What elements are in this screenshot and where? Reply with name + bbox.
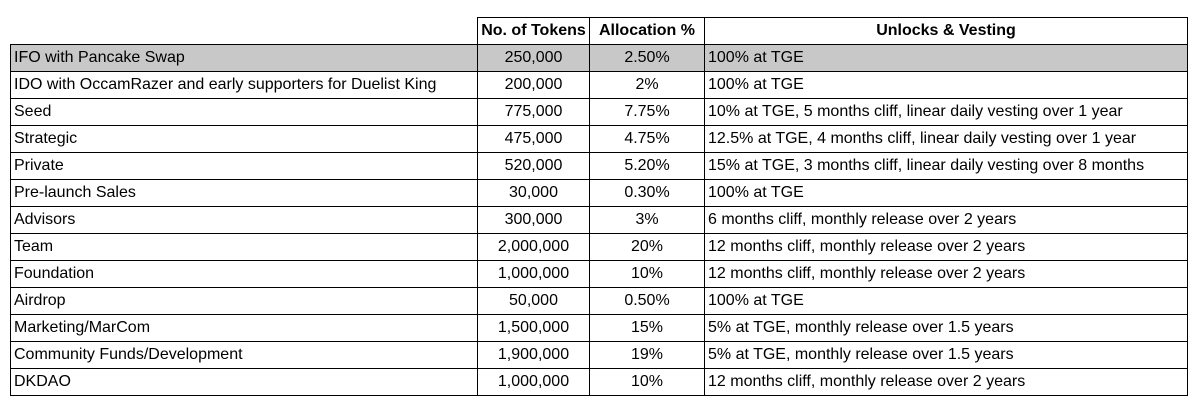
row-name: Airdrop <box>11 288 478 315</box>
table-row <box>11 261 1188 288</box>
header-allocation: Allocation % <box>590 18 705 45</box>
row-tokens: 200,000 <box>478 72 590 99</box>
row-name: Community Funds/Development <box>11 342 478 369</box>
row-allocation: 5.20% <box>590 153 705 180</box>
row-tokens: 775,000 <box>478 99 590 126</box>
row-allocation: 2% <box>590 72 705 99</box>
row-unlocks: 5% at TGE, monthly release over 1.5 years <box>705 315 1188 342</box>
table-row <box>11 99 1188 126</box>
row-unlocks: 12.5% at TGE, 4 months cliff, linear daily vesting over 1 year <box>705 126 1188 153</box>
table-row <box>11 72 1188 99</box>
row-allocation: 19% <box>590 342 705 369</box>
row-tokens: 520,000 <box>478 153 590 180</box>
table-row <box>11 369 1188 396</box>
row-name: Advisors <box>11 207 478 234</box>
table-row <box>11 180 1188 207</box>
row-unlocks: 100% at TGE <box>705 180 1188 207</box>
row-unlocks: 12 months cliff, monthly release over 2 years <box>705 369 1188 396</box>
table-row <box>11 342 1188 369</box>
header-unlocks: Unlocks & Vesting <box>705 18 1188 45</box>
row-unlocks: 10% at TGE, 5 months cliff, linear daily vesting over 1 year <box>705 99 1188 126</box>
row-unlocks: 100% at TGE <box>705 288 1188 315</box>
table-row <box>11 288 1188 315</box>
row-tokens: 300,000 <box>478 207 590 234</box>
row-unlocks: 15% at TGE, 3 months cliff, linear daily vesting over 8 months <box>705 153 1188 180</box>
row-name: Strategic <box>11 126 478 153</box>
row-unlocks: 12 months cliff, monthly release over 2 years <box>705 234 1188 261</box>
row-name: Foundation <box>11 261 478 288</box>
row-tokens: 2,000,000 <box>478 234 590 261</box>
row-name: Seed <box>11 99 478 126</box>
row-allocation: 0.50% <box>590 288 705 315</box>
table-row <box>11 234 1188 261</box>
table-row <box>11 207 1188 234</box>
row-unlocks: 6 months cliff, monthly release over 2 years <box>705 207 1188 234</box>
row-allocation: 2.50% <box>590 45 705 72</box>
row-unlocks: 5% at TGE, monthly release over 1.5 years <box>705 342 1188 369</box>
row-name: Pre-launch Sales <box>11 180 478 207</box>
table-row <box>11 45 1188 72</box>
row-allocation: 20% <box>590 234 705 261</box>
row-allocation: 4.75% <box>590 126 705 153</box>
header-empty-cell <box>11 18 478 45</box>
row-allocation: 10% <box>590 369 705 396</box>
table-row <box>11 153 1188 180</box>
row-name: Private <box>11 153 478 180</box>
row-name: Team <box>11 234 478 261</box>
token-allocation-table <box>10 17 1188 396</box>
row-unlocks: 100% at TGE <box>705 72 1188 99</box>
header-row <box>11 18 1188 45</box>
row-tokens: 250,000 <box>478 45 590 72</box>
row-unlocks: 100% at TGE <box>705 45 1188 72</box>
header-tokens: No. of Tokens <box>478 18 590 45</box>
row-tokens: 1,000,000 <box>478 261 590 288</box>
row-tokens: 1,900,000 <box>478 342 590 369</box>
row-name: DKDAO <box>11 369 478 396</box>
row-tokens: 30,000 <box>478 180 590 207</box>
row-name: Marketing/MarCom <box>11 315 478 342</box>
row-name: IDO with OccamRazer and early supporters for Duelist King <box>11 72 478 99</box>
row-unlocks: 12 months cliff, monthly release over 2 years <box>705 261 1188 288</box>
row-tokens: 475,000 <box>478 126 590 153</box>
row-allocation: 10% <box>590 261 705 288</box>
row-tokens: 50,000 <box>478 288 590 315</box>
row-allocation: 15% <box>590 315 705 342</box>
table-row <box>11 315 1188 342</box>
row-allocation: 3% <box>590 207 705 234</box>
row-name: IFO with Pancake Swap <box>11 45 478 72</box>
row-allocation: 0.30% <box>590 180 705 207</box>
row-tokens: 1,000,000 <box>478 369 590 396</box>
row-allocation: 7.75% <box>590 99 705 126</box>
table-body <box>11 45 1188 396</box>
table-row <box>11 126 1188 153</box>
row-tokens: 1,500,000 <box>478 315 590 342</box>
